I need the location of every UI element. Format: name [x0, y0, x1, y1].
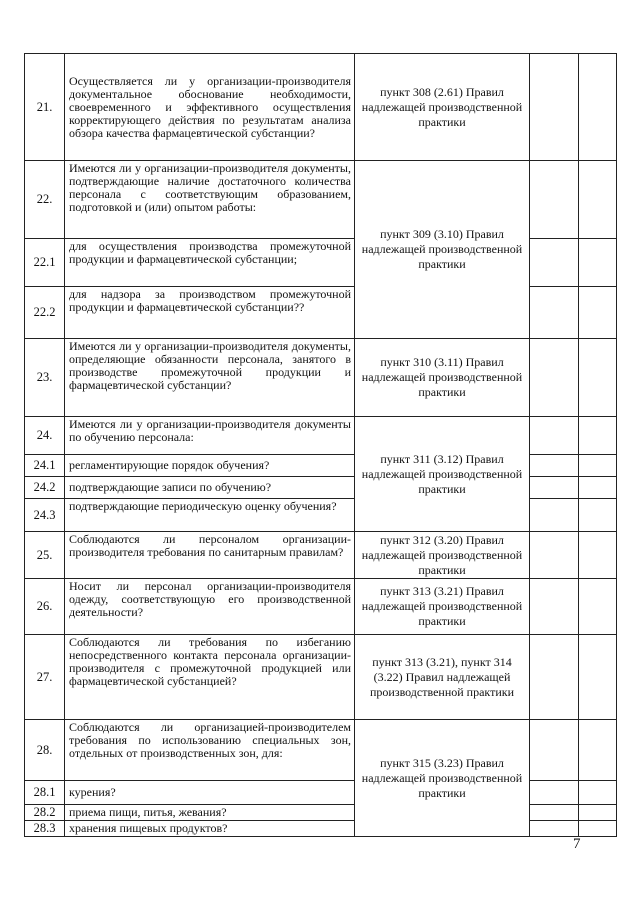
- question-text: для осуществления производства промежуточной продукции и фармацевтической субстанции;: [65, 239, 355, 287]
- reference-text: пункт 309 (3.10) Правил надлежащей производственной практики: [355, 161, 530, 339]
- note-cell: [579, 805, 617, 821]
- row-number: 21.: [25, 54, 65, 161]
- row-number: 24.3: [25, 499, 65, 532]
- row-number: 22.2: [25, 287, 65, 339]
- row-number: 28.3: [25, 821, 65, 837]
- answer-cell: [530, 417, 579, 455]
- question-text: Соблюдаются ли требования по избеганию непосредственного контакта персонала организации-производителя с промежуточной продукцией или фармацевтической субстанцией?: [65, 635, 355, 720]
- page-number: 7: [573, 836, 581, 852]
- note-cell: [579, 821, 617, 837]
- reference-text: пункт 313 (3.21), пункт 314 (3.22) Правил надлежащей производственной практики: [355, 635, 530, 720]
- reference-text: пункт 313 (3.21) Правил надлежащей производственной практики: [355, 579, 530, 635]
- answer-cell: [530, 239, 579, 287]
- answer-cell: [530, 720, 579, 781]
- answer-cell: [530, 635, 579, 720]
- row-number: 26.: [25, 579, 65, 635]
- answer-cell: [530, 532, 579, 579]
- question-text: хранения пищевых продуктов?: [65, 821, 355, 837]
- row-number: 22.: [25, 161, 65, 239]
- question-text: Имеются ли у организации-производителя документы, подтверждающие наличие достаточного количества персонала с соответствующим образованием, подготовкой и (или) опытом работы:: [65, 161, 355, 239]
- answer-cell: [530, 477, 579, 499]
- question-text: курения?: [65, 781, 355, 805]
- note-cell: [579, 781, 617, 805]
- checklist-table: [24, 53, 617, 837]
- note-cell: [579, 579, 617, 635]
- row-number: 28.: [25, 720, 65, 781]
- question-text: для надзора за производством промежуточной продукции и фармацевтической субстанции??: [65, 287, 355, 339]
- note-cell: [579, 455, 617, 477]
- note-cell: [579, 239, 617, 287]
- row-number: 23.: [25, 339, 65, 417]
- reference-text: пункт 308 (2.61) Правил надлежащей производственной практики: [355, 54, 530, 161]
- reference-text: пункт 311 (3.12) Правил надлежащей производственной практики: [355, 417, 530, 532]
- row-number: 24.1: [25, 455, 65, 477]
- row-number: 27.: [25, 635, 65, 720]
- note-cell: [579, 635, 617, 720]
- note-cell: [579, 499, 617, 532]
- note-cell: [579, 417, 617, 455]
- question-text: Имеются ли у организации-производителя документы, определяющие обязанности персонала, занятого в производстве промежуточной продукции и фармацевтической субстанции?: [65, 339, 355, 417]
- row-number: 22.1: [25, 239, 65, 287]
- question-text: Соблюдаются ли персоналом организации-производителя требования по санитарным правилам?: [65, 532, 355, 579]
- answer-cell: [530, 455, 579, 477]
- reference-text: пункт 312 (3.20) Правил надлежащей производственной практики: [355, 532, 530, 579]
- question-text: приема пищи, питья, жевания?: [65, 805, 355, 821]
- answer-cell: [530, 821, 579, 837]
- row-number: 25.: [25, 532, 65, 579]
- answer-cell: [530, 287, 579, 339]
- row-number: 24.2: [25, 477, 65, 499]
- note-cell: [579, 532, 617, 579]
- note-cell: [579, 161, 617, 239]
- note-cell: [579, 287, 617, 339]
- answer-cell: [530, 805, 579, 821]
- question-text: подтверждающие периодическую оценку обучения?: [65, 499, 355, 532]
- answer-cell: [530, 54, 579, 161]
- note-cell: [579, 339, 617, 417]
- question-text: Носит ли персонал организации-производителя одежду, соответствующую его производственной деятельности?: [65, 579, 355, 635]
- note-cell: [579, 477, 617, 499]
- reference-text: пункт 315 (3.23) Правил надлежащей производственной практики: [355, 720, 530, 837]
- question-text: Имеются ли у организации-производителя документы по обучению персонала:: [65, 417, 355, 455]
- answer-cell: [530, 339, 579, 417]
- question-text: Осуществляется ли у организации-производителя документальное обоснование необходимости, своевременного и эффективного осуществления корректирующего действия по результатам анализа обзора качества фармацевтической субстанции?: [65, 54, 355, 161]
- answer-cell: [530, 161, 579, 239]
- note-cell: [579, 54, 617, 161]
- question-text: подтверждающие записи по обучению?: [65, 477, 355, 499]
- answer-cell: [530, 499, 579, 532]
- reference-text: пункт 310 (3.11) Правил надлежащей производственной практики: [355, 339, 530, 417]
- row-number: 24.: [25, 417, 65, 455]
- answer-cell: [530, 579, 579, 635]
- answer-cell: [530, 781, 579, 805]
- question-text: Соблюдаются ли организацией-производителем требования по использованию специальных зон, отдельных от производственных зон, для:: [65, 720, 355, 781]
- row-number: 28.1: [25, 781, 65, 805]
- question-text: регламентирующие порядок обучения?: [65, 455, 355, 477]
- row-number: 28.2: [25, 805, 65, 821]
- note-cell: [579, 720, 617, 781]
